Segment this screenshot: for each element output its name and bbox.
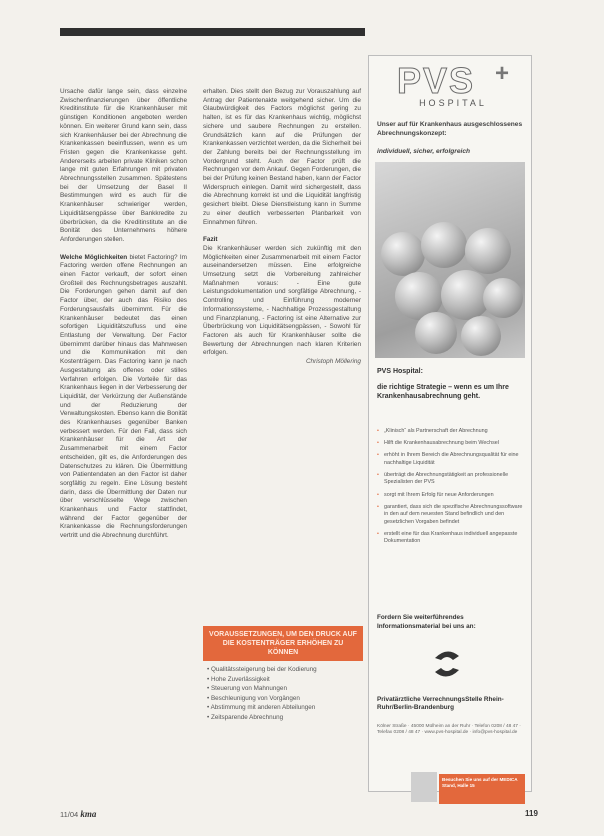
ad-brand: PVS Hospital: xyxy=(377,368,423,375)
list-item: • Hohe Zuverlässigkeit xyxy=(207,675,359,685)
paragraph xyxy=(60,254,187,541)
info-box-list xyxy=(203,661,363,722)
section-keyword: Welche Möglichkeiten xyxy=(60,253,128,261)
ad-address: Kölner Straße · 45000 Mülheim an der Ruhr · Telefon 0208 / 48 47 · Telefax 0208 / 48 47 · www.pvs-hospital.de · info@pvs-hospital.de xyxy=(377,724,521,736)
photo-sphere xyxy=(483,278,523,318)
photo-sphere xyxy=(461,316,501,356)
logo-subtitle: HOSPITAL xyxy=(419,98,487,108)
ad-intro: Unser auf für Krankenhaus ausgeschlossenes Abrechnungskonzept: xyxy=(377,121,523,137)
medica-badge: Besuchen Sie uns auf der MEDICA Stand, Halle 15 xyxy=(439,774,525,804)
plus-icon: + xyxy=(495,60,510,87)
list-item: • sorgt mit Ihrem Erfolg für neue Anforderungen xyxy=(377,492,525,499)
info-box xyxy=(203,626,363,776)
medica-image xyxy=(411,772,437,802)
photo-sphere xyxy=(465,228,511,274)
logo-text: PVS xyxy=(397,60,476,101)
ad-photo xyxy=(375,162,525,358)
issue-number: 11/04 xyxy=(60,810,79,819)
paragraph: Ursache dafür lange sein, dass einzelne Zwischenfinanzierungen über öffentliche Kreditinstitute für die Krankenhäuser mit günstigen Konditionen angeboten werden können. Ein weiterer Grund kann sein, dass sich Krankenhäuser bei der Abrechnung die Krankenkassen beeinflussen, wenn es um Fristen gegen die Krankenkasse geht. Andererseits arbeiten private Kliniken schon lange mit guten Erfahrungen mit privaten Abrechnungsstellen zusammen. Spätestens bei der Umsetzung der Basel II Bestimmungen wird es auch für die Krankenhäuser schwieriger werden, Liquiditätsengpässe über Bankkredite zu überbrücken, da die Kreditinstitute an die Bonität des Unternehmens höhere Anforderungen stellen. xyxy=(60,88,187,243)
pvs-hospital-logo xyxy=(397,60,527,116)
list-item: • erhöht in Ihrem Bereich die Abrechnungsqualität für eine nachhaltige Liquidität xyxy=(377,452,525,467)
top-rule xyxy=(60,28,365,36)
ad-bullet-list xyxy=(377,428,525,550)
ad-slogan: individuell, sicher, erfolgreich xyxy=(377,148,471,155)
ad-call-to-action: Fordern Sie weiterführendes Informationsmaterial bei uns an: xyxy=(377,614,476,630)
list-item: • Zeitsparende Abrechnung xyxy=(207,713,359,723)
list-item: • garantiert, dass sich die spezifische Abrechnungssoftware in den auf dem neuesten Stand befindlich und den gesetzlichen Vorgaben befindet xyxy=(377,504,525,526)
list-item: • Qualitätssteigerung bei der Kodierung xyxy=(207,665,359,675)
photo-sphere xyxy=(381,232,425,276)
list-item: • „Klinisch“ als Partnerschaft der Abrechnung xyxy=(377,428,525,435)
list-item: • Beschleunigung von Vorgängen xyxy=(207,694,359,704)
paragraph: Die Krankenhäuser werden sich zukünftig mit den Möglichkeiten einer Zusammenarbeit mit einem Factor auseinandersetzen müssen. Eine erfolgreiche Umsetzung setzt die Vorbereitung zahlreicher Maßnahmen voraus: - Eine gute Leistungsdokumentation und sorgfältige Abrechnung, - Controlling und Einführung moderner Informationssysteme, - Nachhaltige Prozessgestaltung und Finanzplanung, - Factoring ist eine Alternative zur Überbrückung von Liquiditätsengpässen, - Sowohl für Factoren als auch für Krankenhäuser sollte die Bewertung der Abrechnungen nach klaren Kriterien erfolgen. xyxy=(203,244,361,357)
issue-footer xyxy=(60,809,96,819)
ad-headline: die richtige Strategie – wenn es um Ihre Krankenhausabrechnung geht. xyxy=(377,384,509,400)
advertisement xyxy=(368,55,532,792)
page-number: 119 xyxy=(525,809,538,818)
text-column-left xyxy=(60,88,187,541)
list-item: • Abstimmung mit anderen Abteilungen xyxy=(207,703,359,713)
ad-organization: Privatärztliche VerrechnungsStelle Rhein-Ruhr/Berlin-Brandenburg xyxy=(377,696,504,712)
text-column-middle xyxy=(203,88,361,367)
pvs-emblem-icon xyxy=(429,644,465,684)
author-name: Christoph Möllering xyxy=(305,358,361,366)
paragraph-body: bietet Factoring? Im Factoring werden offene Rechnungen an einen Factor verkauft, der sofort einen Großteil des Rechnungsbetrages auszahlt. Die Forderungen gehen damit auf den Factor über, der auch das Risiko des Forderungsausfalls übernimmt. Für die Krankenhäuser bedeutet das einen sofortigen Liquiditätszufluss und eine Entlastung der Verwaltung. Der Factor übernimmt darüber hinaus das Mahnwesen und die Kommunikation mit den Kostenträgern. Das Factoring kann je nach Ausgestaltung als offenes oder stilles Verfahren erfolgen. Die Vorteile für das Krankenhaus liegen in der Verbesserung der Liquidität, der Verkürzung der Außenstände und der Reduzierung der Verwaltungskosten. Ebenso kann die Bonität des Krankenhauses gegenüber Banken verbessert werden. Für den Fall, dass sich Krankenhäuser für die Art der Zusammenarbeit mit einem Factor entscheiden, gilt es, die Anforderungen des Datenschutzes zu klären. Die Übermittlung von Patientendaten an den Factor ist daher sorgfältig zu regeln. Eine Lösung besteht darin, dass die Übermittlung der Daten nur über verschlüsselte Wege zwischen Krankenhaus und Factor stattfindet, während der Factor gegenüber der Krankenkasse die Rechnungsforderungen vertritt und die Abrechnung durchführt. xyxy=(60,253,187,540)
list-item: • Hilft die Krankenhausabrechnung beim Wechsel xyxy=(377,440,525,447)
list-item: • überträgt die Abrechnungstätigkeit an professionelle Spezialisten der PVS xyxy=(377,472,525,487)
list-item: • erstellt eine für das Krankenhaus individuell angepasste Dokumentation xyxy=(377,531,525,546)
paragraph: erhalten. Dies stellt den Bezug zur Vorauszahlung auf Antrag der Patientenakte weitgehend sicher. Um die Glaubwürdigkeit des Factors möglichst gering zu halten, ist es für das Krankenhaus wichtig, möglichst sichere und saubere Rechnungen zu erstellen. Grundsätzlich kann auf die Prüfungen der Krankenkassen verzichtet werden, da die Sicherheit bei der Zahlung bereits bei der Rechnungsstellung im Vordergrund steht. Auch der Factor prüft die Rechnungen vor dem Ankauf. Gegen Forderungen, die bei der Prüfung keinen Bestand haben, kann der Factor Widerspruch einlegen. Damit wird sichergestellt, dass die Abrechnung korrekt ist und die Liquidität langfristig gesichert bleibt. Diese Dienstleistung kann in Summe zu einer deutlich verbesserten Planbarkeit von Einnahmen führen. xyxy=(203,88,361,226)
info-box-heading: VORAUSSETZUNGEN, UM DEN DRUCK AUF DIE KOSTENTRÄGER ERHÖHEN ZU KÖNNEN xyxy=(203,626,363,661)
photo-sphere xyxy=(421,222,467,268)
section-heading: Fazit xyxy=(203,236,218,244)
kma-logo: kma xyxy=(80,809,97,819)
list-item: • Steuerung von Mahnungen xyxy=(207,684,359,694)
photo-sphere xyxy=(415,312,457,354)
